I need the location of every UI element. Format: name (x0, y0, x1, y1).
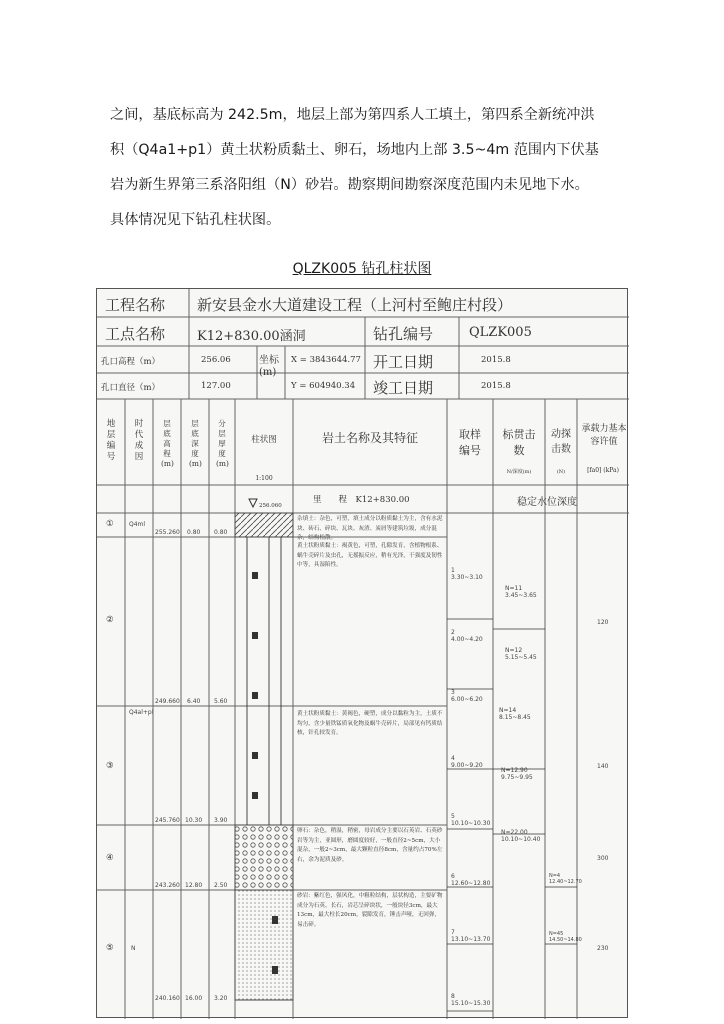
stratum-depth: 0.80 (187, 529, 201, 536)
stratum-description: 黄土状粉质黏土：黄褐色，硬塑，成分以黏粒为主，土质不均匀，含少量铁锰质氧化物及蜗牛壳碎片，局部见有钙质结核，针孔较发育。 (297, 711, 443, 736)
col-age: 时代成因 (134, 419, 144, 462)
surface-elevation: 256.060 (259, 503, 282, 509)
dia-label: 孔口直径（m） (101, 383, 161, 393)
elev-label: 孔口高程（m） (101, 357, 161, 367)
stratum-description: 杂填土：杂色，可塑，填土成分以粉质黏土为主，含有水泥块、砖石、碎块、瓦块、灰渣、炭屑等建筑垃圾，成分混杂，结构松散。 (297, 516, 443, 541)
sample-entry: 7 13.10~13.70 (451, 929, 491, 943)
stratum-elev: 240.160 (155, 995, 180, 1002)
sample-entry: 8 15.10~15.30 (451, 993, 491, 1007)
elev-value: 256.06 (201, 355, 231, 365)
start-value: 2015.8 (481, 355, 511, 365)
stratum-elev: 249.660 (155, 698, 180, 705)
stratum-thickness: 3.90 (214, 817, 228, 824)
paragraph-line-1: 之间，基底标高为 242.5m，地层上部为第四系人工填土，第四系全新统冲洪 (110, 107, 595, 123)
stratum-age: Q4al+pl (129, 709, 154, 716)
coord-label: 坐标(m) (259, 355, 279, 378)
col-bearing-sub: [fa0] (kPa) (587, 467, 619, 474)
stratum-bearing: 140 (597, 763, 609, 770)
col-bottom-depth: 层底深度(m) (189, 419, 202, 468)
dpt-entry: N=45 14.50~14.80 (549, 931, 582, 943)
stratum-thickness: 0.80 (214, 529, 228, 536)
start-label: 开工日期 (373, 353, 434, 371)
col-stratum-no: 地层编号 (106, 419, 116, 462)
stratum-depth: 12.80 (185, 882, 203, 889)
col-spt: 标贯击数 (502, 428, 536, 457)
stratum-elev: 255.260 (155, 529, 180, 536)
spt-entry: N=14 8.15~8.45 (499, 707, 531, 721)
stratum-bearing: 120 (597, 619, 609, 626)
spt-entry: N=12 5.15~5.45 (505, 647, 537, 661)
stratum-bearing: 230 (597, 945, 609, 952)
paragraph-line-4: 具体情况见下钻孔柱状图。 (110, 212, 281, 228)
coord-x: X = 3843644.77 (291, 355, 361, 365)
sample-entry: 2 4.00~4.20 (451, 629, 483, 643)
stratum-depth: 16.00 (185, 995, 203, 1002)
col-sample-no: 取样编号 (459, 428, 481, 457)
spt-entry: N=11 3.45~3.65 (505, 585, 537, 599)
col-dpt-sub: (N) (556, 469, 566, 475)
paragraph-line-3: 岩为新生界第三系洛阳组（N）砂岩。勘察期间勘察深度范围内未见地下水。 (110, 177, 589, 193)
stratum-description: 卵石：杂色，稍湿，稍密，母岩成分主要以石英岩、石英砂岩等为主，亚圆形，磨圆度较好，一般直径2~5cm，大小混杂，一般2~3cm，最大颗粒直径8cm，含量约占70%左右，余为泥质及砂。 (297, 828, 443, 863)
col-column-scale: 1:100 (255, 475, 273, 482)
stratum-thickness: 2.50 (214, 882, 228, 889)
stratum-no: ⑤ (106, 943, 114, 953)
hole-no-label: 钻孔编号 (373, 325, 434, 343)
col-spt-sub: N/深度(m) (506, 469, 532, 475)
col-bearing: 承载力基本容许值 (581, 424, 627, 447)
col-description: 岩土名称及其特征 (321, 431, 418, 445)
spt-entry: N=12.90 9.75~9.95 (501, 767, 533, 781)
stratum-age: N (131, 945, 136, 952)
col-thickness: 分层厚度(m) (216, 419, 229, 468)
stratum-no: ③ (106, 761, 114, 771)
project-label: 工程名称 (105, 296, 166, 314)
sample-entry: 3 6.00~6.20 (451, 689, 483, 703)
stratum-age: Q4ml (129, 521, 146, 528)
spt-entry: N=22.00 10.10~10.40 (501, 829, 541, 843)
dpt-entry: N=4 12.40~12.70 (549, 873, 582, 885)
stratum-elev: 245.760 (155, 817, 180, 824)
coord-y: Y = 604940.34 (291, 381, 356, 391)
project-value: 新安县金水大道建设工程（上河村至鲍庄村段） (197, 296, 513, 314)
stratum-no: ② (106, 615, 114, 625)
hole-no-value: QLZK005 (469, 325, 532, 340)
stratum-description: 砂岩：紫红色，强风化，中粗粒结构，层状构造，主要矿物成分为石英、长石，岩芯呈碎块状，一般块径3cm，最大13cm，最大柱长20cm，裂隙发育，锤击声哑，无回弹，易击碎。 (297, 893, 443, 928)
sample-entry: 4 9.00~9.20 (451, 755, 483, 769)
borehole-log-scan (96, 288, 628, 1018)
intro-paragraph (110, 98, 630, 238)
water-depth-text: 稳定水位深度 (517, 497, 577, 508)
stratum-thickness: 3.20 (214, 995, 228, 1002)
col-bottom-elev: 层底高程(m) (161, 419, 174, 468)
stratum-depth: 6.40 (187, 698, 201, 705)
stratum-depth: 10.30 (185, 817, 203, 824)
sample-entry: 1 3.30~3.10 (451, 567, 483, 581)
stratum-bearing: 300 (597, 855, 609, 862)
mileage-text: 里 程 K12+830.00 (313, 495, 410, 505)
col-dpt: 动探击数 (551, 429, 571, 455)
site-value: K12+830.00涵洞 (197, 329, 306, 344)
sample-entry: 6 12.60~12.80 (451, 873, 491, 887)
end-value: 2015.8 (481, 381, 511, 391)
col-column-chart: 柱状图 (251, 435, 277, 445)
stratum-description: 黄土状粉质黏土：褐黄色，可塑，孔隙发育，含植物根系、蜗牛壳碎片及虫孔，无摇振反应，稍有光泽，干强度及韧性中等，具湿陷性。 (297, 543, 443, 568)
site-label: 工点名称 (105, 325, 166, 343)
sample-entry: 5 10.10~10.30 (451, 813, 491, 827)
stratum-elev: 243.260 (155, 882, 180, 889)
water-level-icon (249, 499, 257, 507)
stratum-thickness: 5.60 (214, 698, 228, 705)
figure-title: QLZK005 钻孔柱状图 (292, 261, 432, 277)
stratum-no: ① (106, 519, 114, 529)
paragraph-line-2: 积（Q4a1+p1）黄土状粉质黏土、卵石，场地内上部 3.5~4m 范围内下伏基 (110, 142, 599, 158)
stratum-no: ④ (106, 853, 114, 863)
dia-value: 127.00 (201, 381, 231, 391)
end-label: 竣工日期 (373, 379, 434, 397)
